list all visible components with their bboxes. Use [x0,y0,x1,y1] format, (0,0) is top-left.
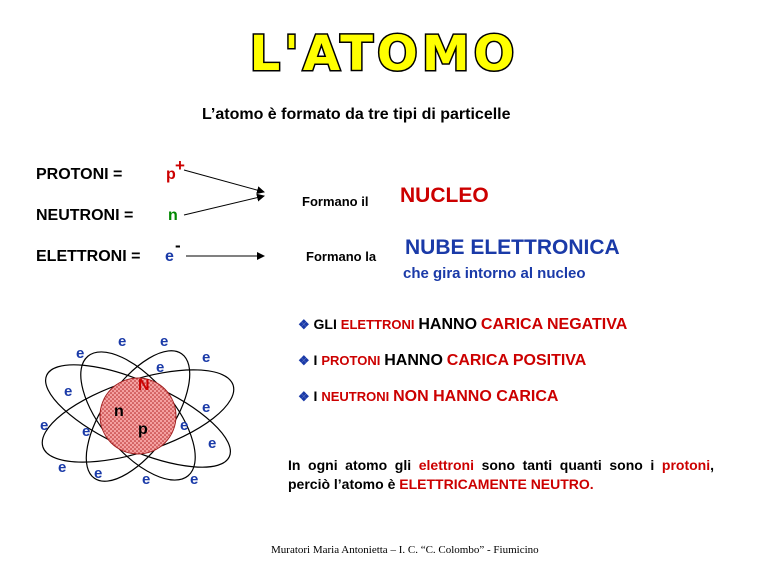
para-text: In ogni atomo gli [288,457,412,473]
electron: e [180,417,189,434]
neutroni-label: NEUTRONI = [36,207,134,224]
elettroni-symbol: e [165,248,174,265]
bullet-text: NON HANNO CARICA [393,388,559,405]
elettroni-charge: - [175,236,181,255]
electron: e [190,471,199,488]
atom-diagram [30,320,250,500]
footer-credit: Muratori Maria Antonietta – I. C. “C. Colombo” - Fiumicino [271,544,539,556]
electron: e [76,345,85,362]
neutroni-symbol: n [168,207,178,224]
elettroni-label: ELETTRONI = [36,248,141,265]
para-elettroni: elettroni [418,457,474,473]
diamond-icon: ❖ [298,317,310,332]
bullet-text: I [313,388,318,404]
para-text: sono tanti quanti sono i [481,457,655,473]
title-text: L'ATOMO [249,26,519,80]
bullet-text: ELETTRONI [340,317,415,332]
nube-word: NUBE ELETTRONICA [405,236,620,259]
bullet-text: NEUTRONI [321,389,390,404]
para-neutro: ELETTRICAMENTE NEUTRO. [399,476,594,492]
subtitle: L’atomo è formato da tre tipi di particelle [202,106,511,123]
electron: e [118,333,127,350]
para-text: , perciò l’atomo è [288,457,715,492]
nucleus-proton-label: p [138,421,148,438]
bullet-elettroni [298,316,627,334]
protoni-charge: + [175,156,185,175]
bullet-text: PROTONI [321,353,381,368]
arrow-neutroni [184,196,264,215]
para-protoni: protoni [661,457,711,473]
bullet-text: HANNO [418,316,478,333]
protoni-symbol: p [166,166,176,183]
electron: e [64,383,73,400]
nucleus-N-label: N [138,377,150,394]
bullet-text: I [313,352,318,368]
bullet-protoni [298,352,586,370]
protoni-label: PROTONI = [36,166,123,183]
electron: e [82,423,91,440]
nucleo-prefix: Formano il [302,194,369,209]
electron: e [160,333,169,350]
electron: e [40,417,49,434]
nube-note: che gira intorno al nucleo [403,265,586,282]
diamond-icon: ❖ [298,389,310,404]
nube-prefix: Formano la [306,249,377,264]
diamond-icon: ❖ [298,353,310,368]
electron: e [202,399,211,416]
electron: e [58,459,67,476]
bullet-neutroni [298,388,558,406]
electron: e [202,349,211,366]
bullet-text: HANNO [384,352,443,369]
bullet-text: CARICA NEGATIVA [480,316,628,333]
electron: e [94,465,103,482]
nucleus-neutron-label: n [114,403,124,420]
electron: e [156,359,165,376]
electron: e [208,435,217,452]
arrow-protoni [184,170,264,192]
bullet-text: GLI [313,316,337,332]
conclusion-paragraph [288,456,714,494]
nucleo-word: NUCLEO [400,184,489,207]
bullet-text: CARICA POSITIVA [446,352,587,369]
electron: e [142,471,151,488]
